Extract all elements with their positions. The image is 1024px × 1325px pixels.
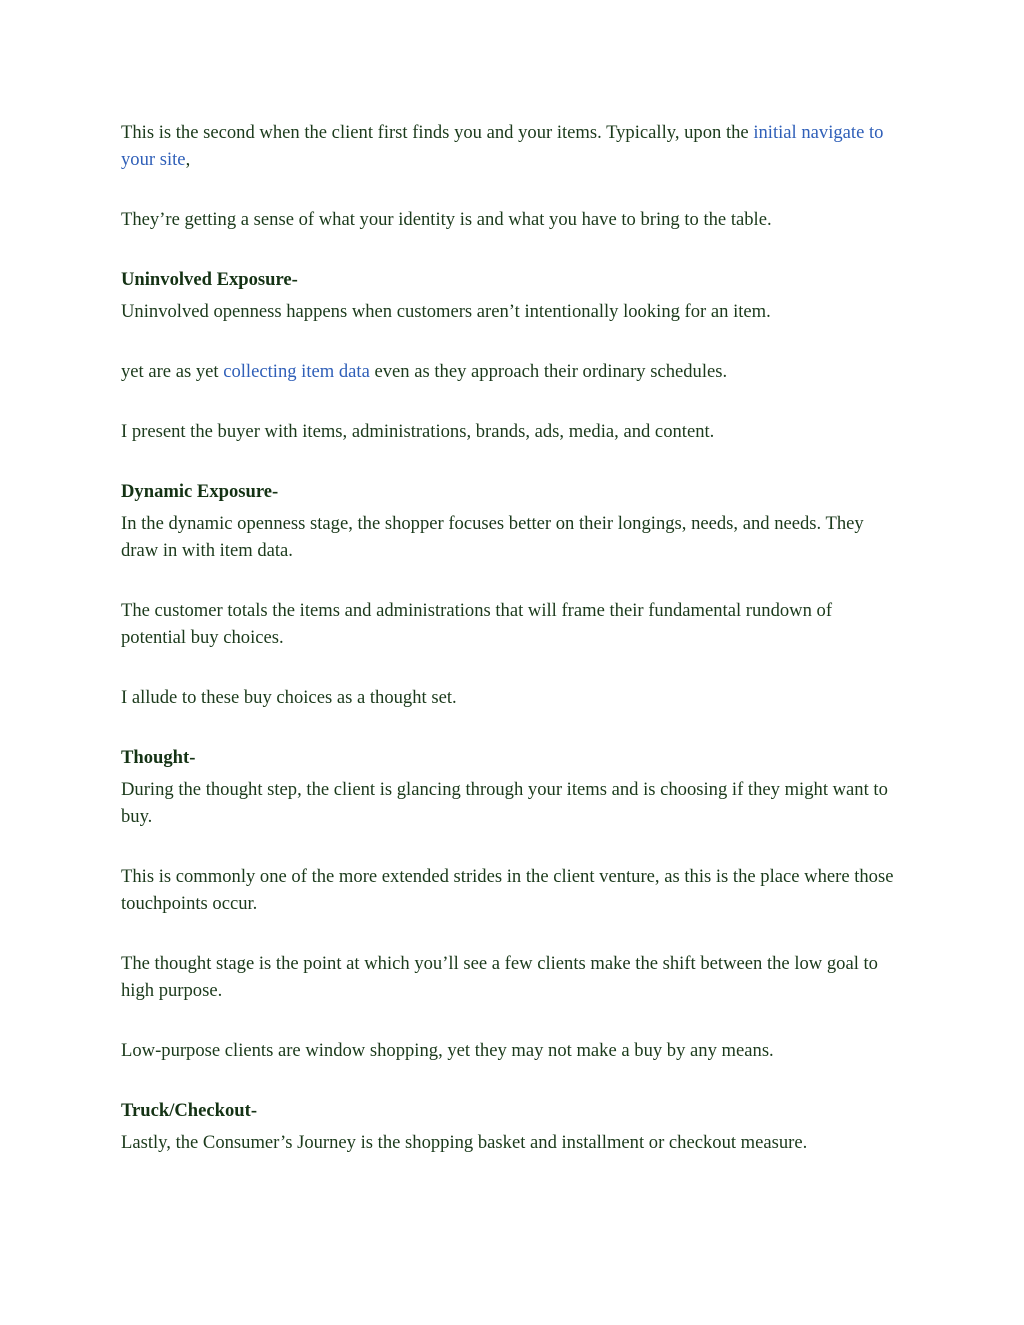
collecting-text: yet are as yet	[121, 361, 224, 382]
checkout-paragraph: Lastly, the Consumer’s Journey is the shopping basket and installment or checkout measure.	[121, 1132, 808, 1153]
heading-thought: Thought-	[121, 747, 196, 768]
thought-set-paragraph: I allude to these buy choices as a thought set.	[121, 687, 457, 708]
touchpoints-paragraph: This is commonly one of the more extended strides in the client venture, as this is the place where those touchpoints occur.	[121, 866, 894, 914]
collecting-item-data-link[interactable]: collecting item data	[223, 361, 370, 382]
collecting-text-end: even as they approach their ordinary schedules.	[369, 361, 728, 382]
present-buyer-paragraph: I present the buyer with items, administrations, brands, ads, media, and content.	[121, 421, 715, 442]
document-page	[121, 119, 901, 1189]
thought-step-paragraph: During the thought step, the client is glancing through your items and is choosing if they might want to buy.	[121, 779, 888, 827]
intro-text: This is the second when the client first finds you and your items. Typically, upon the	[121, 122, 754, 143]
initial-navigate-link[interactable]: initial navigate to your site	[121, 122, 884, 170]
intro-text-end: ,	[185, 149, 191, 170]
collecting-paragraph	[121, 358, 901, 385]
heading-uninvolved-exposure: Uninvolved Exposure-	[121, 269, 298, 290]
intro-paragraph	[121, 119, 901, 173]
heading-dynamic-exposure: Dynamic Exposure-	[121, 481, 279, 502]
uninvolved-paragraph: Uninvolved openness happens when customers aren’t intentionally looking for an item.	[121, 301, 771, 322]
heading-truck-checkout: Truck/Checkout-	[121, 1100, 258, 1121]
customer-totals-paragraph: The customer totals the items and administrations that will frame their fundamental rundown of potential buy choices.	[121, 600, 833, 648]
dynamic-paragraph: In the dynamic openness stage, the shopper focuses better on their longings, needs, and needs. They draw in with item data.	[121, 513, 864, 561]
identity-paragraph: They’re getting a sense of what your identity is and what you have to bring to the table.	[121, 209, 772, 230]
thought-stage-paragraph: The thought stage is the point at which you’ll see a few clients make the shift between the low goal to high purpose.	[121, 953, 878, 1001]
low-purpose-paragraph: Low-purpose clients are window shopping, yet they may not make a buy by any means.	[121, 1040, 774, 1061]
